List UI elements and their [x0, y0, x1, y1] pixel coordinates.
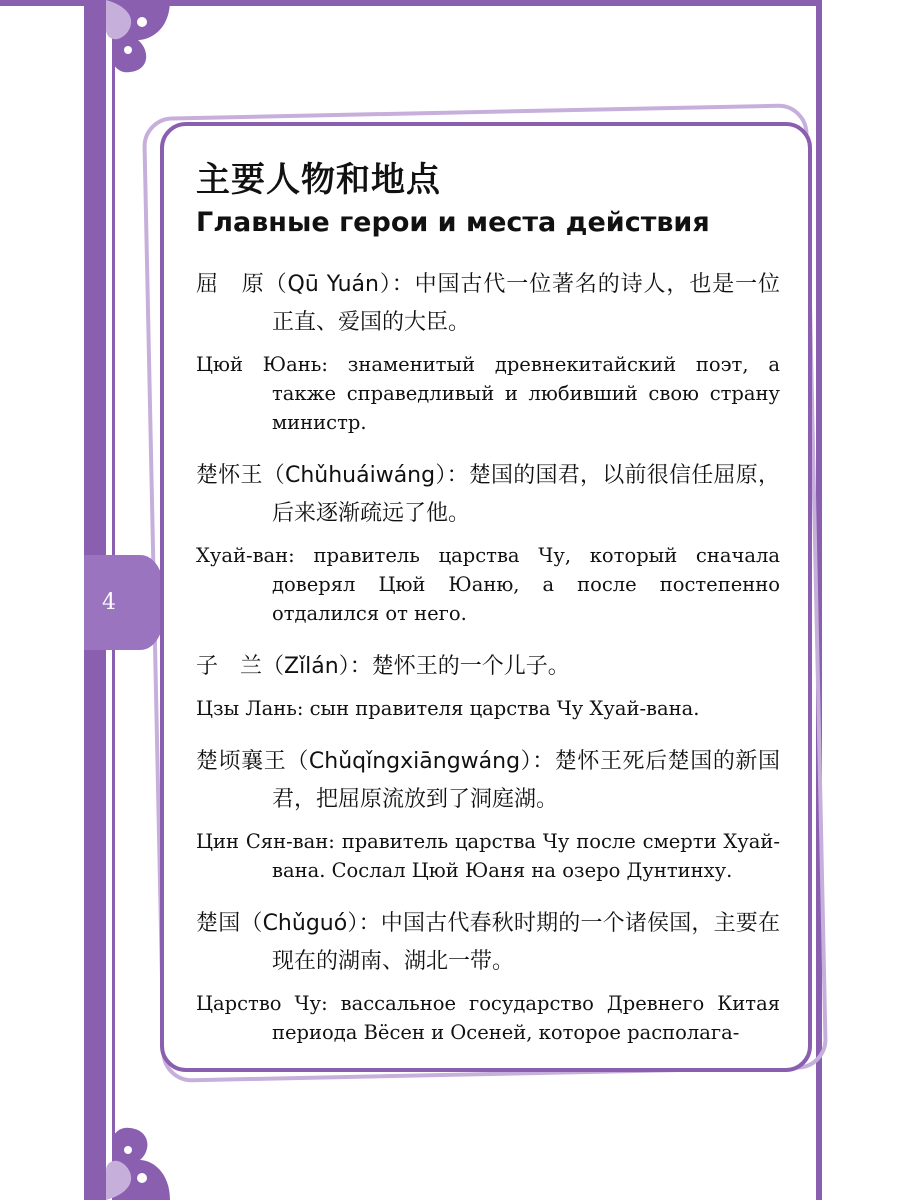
entry-chu-qing-xiang-wang — [196, 743, 780, 885]
entry-chinese-text: 楚顷襄王（Chǔqǐngxiāngwáng）：楚怀王死后楚国的新国君，把屈原流放到了洞庭湖。 — [196, 749, 780, 812]
entry-chinese-text: 楚怀王（Chǔhuáiwáng）：楚国的国君，以前很信任屈原，后来逐渐疏远了他。 — [196, 463, 780, 526]
entry-chu-guo — [196, 905, 780, 1047]
entry-chinese-text: 子 兰（Zǐlán）：楚怀王的一个儿子。 — [196, 654, 570, 679]
entry-russian-text: Цзы Лань: сын правителя царства Чу Хуай-вана. — [196, 697, 700, 720]
entry-qu-yuan — [196, 266, 780, 437]
heading-russian: Главные герои и места действия — [196, 207, 710, 238]
heading-chinese: 主要人物和地点 — [196, 160, 441, 200]
entry-russian-text: Цин Сян-ван: правитель царства Чу после смерти Хуай-вана. Сослал Цюй Юаня на озеро Дунтинху. — [196, 830, 780, 882]
entry-chinese-text: 楚国（Chǔguó）：中国古代春秋时期的一个诸侯国，主要在现在的湖南、湖北一带。 — [196, 911, 780, 974]
content-card — [160, 122, 812, 1072]
page-number: 4 — [102, 589, 116, 615]
entry-zi-lan — [196, 648, 780, 723]
entry-chinese-text: 屈 原（Qū Yuán）：中国古代一位著名的诗人，也是一位正直、爱国的大臣。 — [196, 272, 780, 335]
entry-chu-huai-wang — [196, 457, 780, 628]
entry-russian-text: Хуай-ван: правитель царства Чу, который сначала доверял Цюй Юаню, а после постепенно отдалился от него. — [196, 544, 780, 625]
entry-russian-text: Царство Чу: вассальное государство Древнего Китая периода Вёсен и Осеней, которое располага- — [196, 992, 780, 1044]
entry-russian-text: Цюй Юань: знаменитый древнекитайский поэт, а также справедливый и любивший свою страну министр. — [196, 353, 780, 434]
